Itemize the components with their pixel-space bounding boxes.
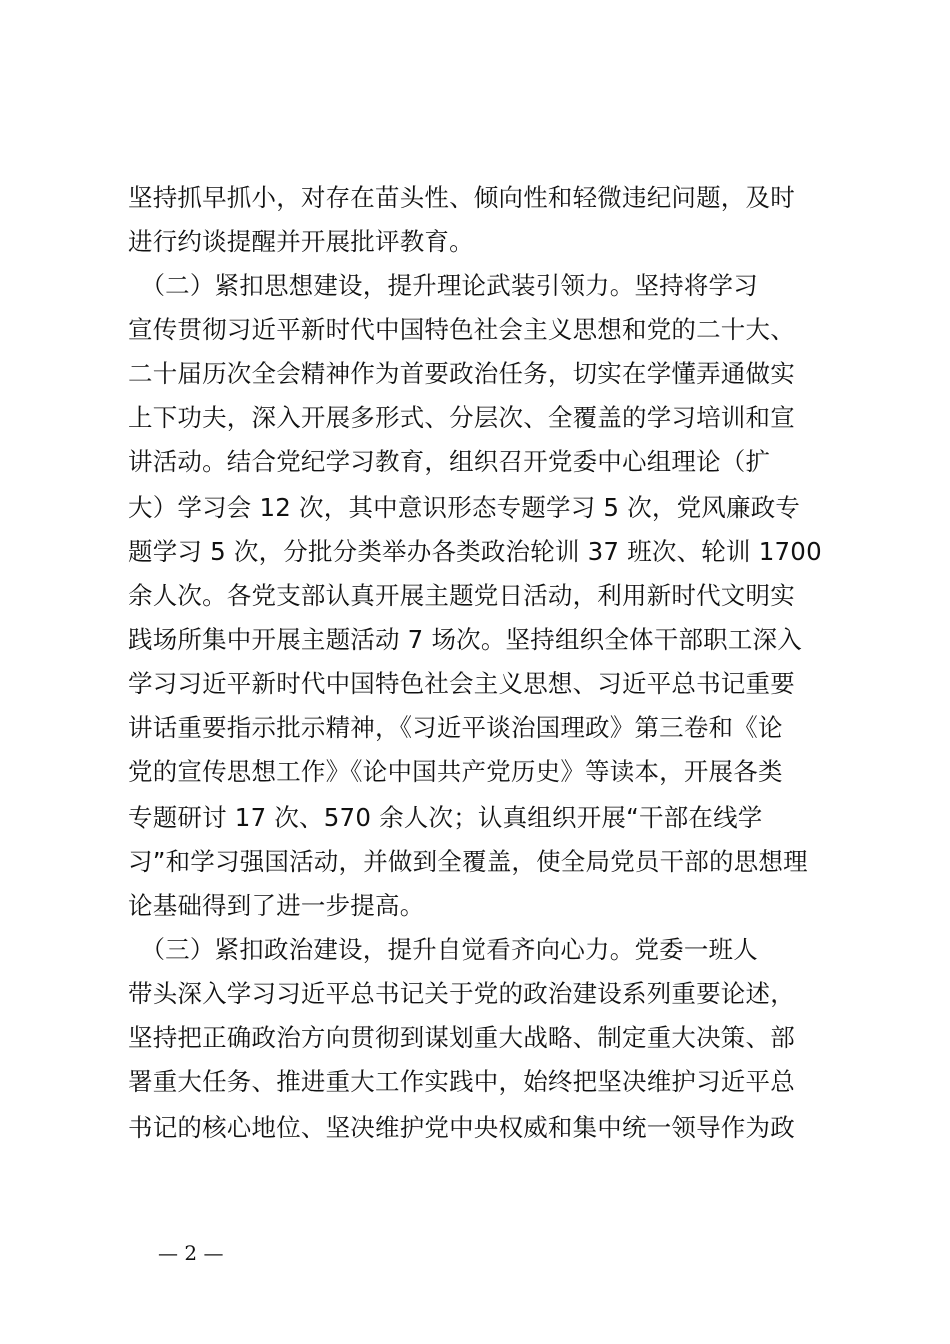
text-line: 党的宣传思想工作》《论中国共产党历史》等读本，开展各类	[128, 757, 783, 786]
text-line: 书记的核心地位、坚决维护党中央权威和集中统一领导作为政	[128, 1113, 795, 1142]
text-line: 余人次。各党支部认真开展主题党日活动，利用新时代文明实	[128, 581, 795, 610]
text-line: 大）学习会 12 次，其中意识形态专题学习 5 次，党风廉政专	[128, 493, 801, 522]
text-line: 题学习 5 次，分批分类举办各类政治轮训 37 班次、轮训 1700	[128, 537, 822, 566]
text-line: 讲话重要指示批示精神，《习近平谈治国理政》第三卷和《论	[128, 713, 783, 742]
text-line: 上下功夫，深入开展多形式、分层次、全覆盖的学习培训和宣	[128, 403, 795, 432]
text-line: 学习习近平新时代中国特色社会主义思想、习近平总书记重要	[128, 669, 795, 698]
text-line: 署重大任务、推进重大工作实践中，始终把坚决维护习近平总	[128, 1067, 795, 1096]
text-line: 践场所集中开展主题活动 7 场次。坚持组织全体干部职工深入	[128, 625, 802, 654]
text-line: 宣传贯彻习近平新时代中国特色社会主义思想和党的二十大、	[128, 315, 795, 344]
text-line: 专题研讨 17 次、570 余人次；认真组织开展“干部在线学	[128, 803, 763, 832]
text-line: 带头深入学习习近平总书记关于党的政治建设系列重要论述，	[128, 979, 795, 1008]
text-line: 论基础得到了进一步提高。	[128, 891, 425, 920]
text-line: 坚持把正确政治方向贯彻到谋划重大战略、制定重大决策、部	[128, 1023, 795, 1052]
text-line: 二十届历次全会精神作为首要政治任务，切实在学懂弄通做实	[128, 359, 795, 388]
text-line: 坚持抓早抓小，对存在苗头性、倾向性和轻微违纪问题，及时	[128, 183, 795, 212]
text-line: 进行约谈提醒并开展批评教育。	[128, 227, 474, 256]
page-number: — 2 —	[158, 1241, 224, 1265]
text-line: （三）紧扣政治建设，提升自觉看齐向心力。党委一班人	[128, 935, 758, 964]
text-line: （二）紧扣思想建设，提升理论武装引领力。坚持将学习	[128, 271, 758, 300]
text-line: 习”和学习强国活动，并做到全覆盖，使全局党员干部的思想理	[128, 847, 808, 876]
text-line: 讲活动。结合党纪学习教育，组织召开党委中心组理论（扩	[128, 447, 771, 476]
